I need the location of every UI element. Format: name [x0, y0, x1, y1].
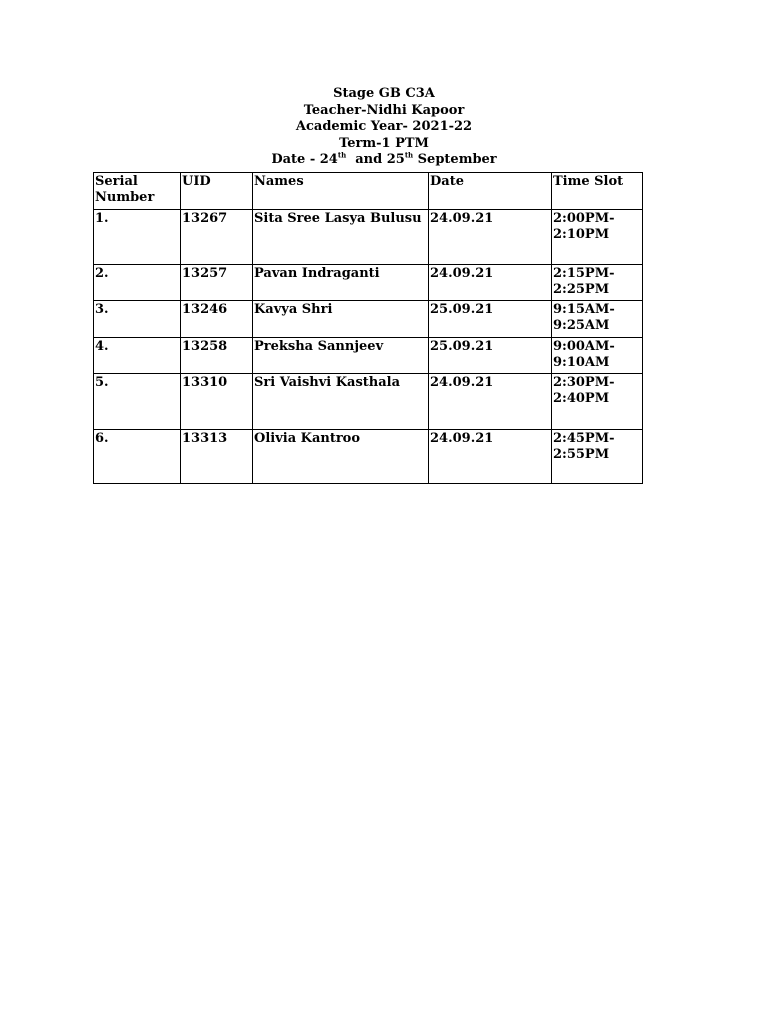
cell-time-slot	[552, 338, 643, 374]
cell-uid: 13267	[181, 210, 253, 265]
cell-serial: 1.	[94, 210, 181, 265]
table-row	[94, 265, 643, 301]
serial-header-line2: Number	[95, 190, 155, 205]
table-row	[94, 210, 643, 265]
slot-end: 2:25PM	[553, 282, 610, 297]
cell-time-slot	[552, 301, 643, 338]
cell-time-slot	[552, 374, 643, 430]
cell-serial: 2.	[94, 265, 181, 301]
column-header-uid: UID	[181, 173, 253, 210]
cell-uid: 13313	[181, 430, 253, 484]
cell-name: Olivia Kantroo	[253, 430, 429, 484]
ptm-dates	[0, 152, 768, 169]
cell-date: 24.09.21	[429, 374, 552, 430]
slot-end: 9:10AM	[553, 355, 610, 370]
slot-start: 2:00PM-	[553, 211, 615, 226]
cell-date: 24.09.21	[429, 265, 552, 301]
slot-start: 9:00AM-	[553, 339, 615, 354]
date-superscript-1: th	[337, 150, 347, 160]
slot-end: 2:55PM	[553, 447, 610, 462]
date-prefix: Date - 24	[271, 152, 338, 167]
cell-time-slot	[552, 265, 643, 301]
column-header-serial	[94, 173, 181, 210]
stage-title: Stage GB C3A	[333, 86, 435, 101]
cell-name: Preksha Sannjeev	[253, 338, 429, 374]
term-title: Term-1 PTM	[339, 135, 429, 151]
ptm-schedule-table	[93, 172, 643, 484]
slot-end: 2:10PM	[553, 227, 610, 242]
cell-date: 24.09.21	[429, 430, 552, 484]
cell-serial: 6.	[94, 430, 181, 484]
table-row	[94, 430, 643, 484]
cell-time-slot	[552, 210, 643, 265]
cell-name: Sita Sree Lasya Bulusu	[253, 210, 429, 265]
slot-end: 2:40PM	[553, 391, 610, 406]
table-row	[94, 374, 643, 430]
cell-serial: 5.	[94, 374, 181, 430]
cell-uid: 13257	[181, 265, 253, 301]
cell-time-slot	[552, 430, 643, 484]
cell-uid: 13310	[181, 374, 253, 430]
slot-end: 9:25AM	[553, 318, 610, 333]
slot-start: 2:30PM-	[553, 375, 615, 390]
teacher-name: Teacher-Nidhi Kapoor	[303, 102, 465, 118]
cell-name: Kavya Shri	[253, 301, 429, 338]
table-row	[94, 338, 643, 374]
table-row	[94, 301, 643, 338]
cell-date: 25.09.21	[429, 301, 552, 338]
column-header-time-slot: Time Slot	[552, 173, 643, 210]
slot-start: 2:45PM-	[553, 431, 615, 446]
column-header-names: Names	[253, 173, 429, 210]
cell-uid: 13246	[181, 301, 253, 338]
cell-serial: 4.	[94, 338, 181, 374]
cell-date: 25.09.21	[429, 338, 552, 374]
cell-date: 24.09.21	[429, 210, 552, 265]
cell-uid: 13258	[181, 338, 253, 374]
document-header	[0, 86, 768, 169]
academic-year: Academic Year- 2021-22	[295, 119, 473, 134]
serial-header-line1: Serial	[95, 174, 138, 189]
cell-serial: 3.	[94, 301, 181, 338]
cell-name: Pavan Indraganti	[253, 265, 429, 301]
slot-start: 2:15PM-	[553, 266, 615, 281]
table-header-row	[94, 173, 643, 210]
date-superscript-2: th	[404, 150, 414, 160]
cell-name: Sri Vaishvi Kasthala	[253, 374, 429, 430]
column-header-date: Date	[429, 173, 552, 210]
date-mid: and 25	[346, 152, 405, 167]
slot-start: 9:15AM-	[553, 302, 615, 317]
date-suffix: September	[413, 152, 497, 167]
